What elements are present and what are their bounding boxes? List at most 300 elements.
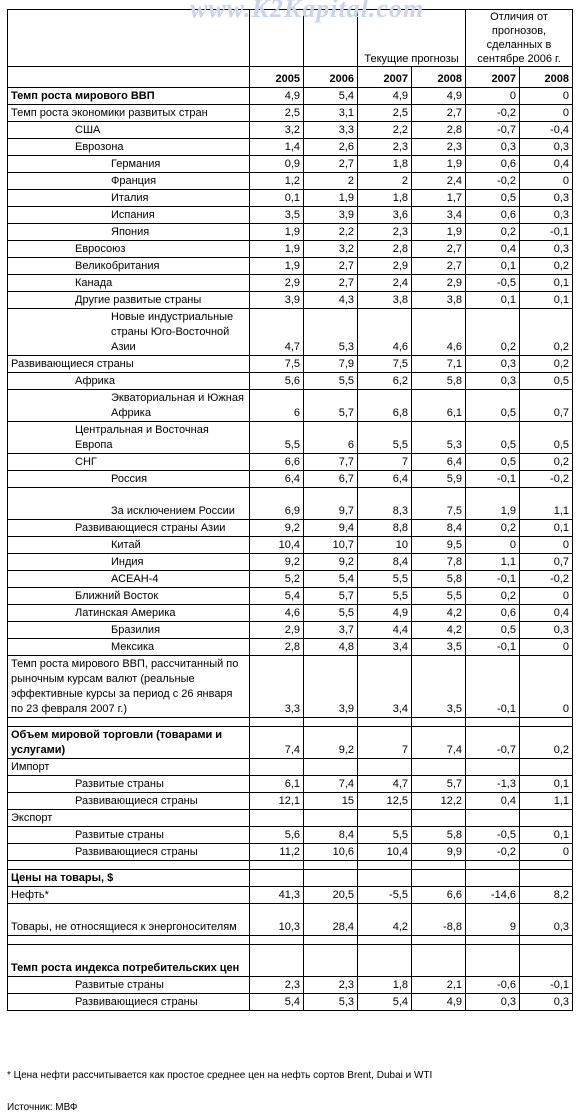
value-cell: 4,6 <box>250 605 304 622</box>
value-cell: 2,4 <box>412 173 466 190</box>
value-cell: 0,3 <box>520 241 573 258</box>
spacer-cell <box>304 718 358 727</box>
value-cell: 2,2 <box>304 224 358 241</box>
value-cell: 2,7 <box>412 105 466 122</box>
value-cell: 4,7 <box>250 309 304 356</box>
spacer-cell <box>358 936 412 945</box>
table-row <box>8 994 573 1011</box>
value-cell: 7,5 <box>358 356 412 373</box>
value-cell <box>304 870 358 887</box>
value-cell: 4,2 <box>358 904 412 936</box>
value-cell: 0 <box>520 173 573 190</box>
value-cell: 4,9 <box>250 88 304 105</box>
value-cell: 6,9 <box>250 488 304 520</box>
value-cell: 0,6 <box>466 156 520 173</box>
value-cell: 1,9 <box>466 488 520 520</box>
value-cell: 3,3 <box>304 122 358 139</box>
value-cell: 1,9 <box>412 156 466 173</box>
value-cell <box>412 810 466 827</box>
value-cell: 6,4 <box>250 471 304 488</box>
row-label: Нефть* <box>8 887 250 904</box>
value-cell: 3,2 <box>250 122 304 139</box>
table-row <box>8 258 573 275</box>
value-cell: -14,6 <box>466 887 520 904</box>
value-cell: 5,5 <box>358 571 412 588</box>
value-cell: 0,2 <box>520 356 573 373</box>
value-cell: 5,9 <box>412 471 466 488</box>
value-cell: 4,9 <box>412 994 466 1011</box>
value-cell: 7,1 <box>412 356 466 373</box>
value-cell: 0,3 <box>466 373 520 390</box>
row-label: Развивающиеся страны <box>8 356 250 373</box>
table-row <box>8 471 573 488</box>
value-cell: 5,5 <box>304 373 358 390</box>
table-row <box>8 656 573 718</box>
value-cell: 2,8 <box>358 241 412 258</box>
spacer-cell <box>466 936 520 945</box>
value-cell: 9,2 <box>250 554 304 571</box>
table-row <box>8 520 573 537</box>
value-cell: 2,9 <box>358 258 412 275</box>
value-cell: 12,5 <box>358 793 412 810</box>
value-cell <box>520 810 573 827</box>
value-cell: 0,2 <box>466 520 520 537</box>
value-cell: 0,3 <box>520 994 573 1011</box>
table-row <box>8 727 573 759</box>
value-cell: -0,6 <box>466 977 520 994</box>
value-cell: 0,1 <box>466 292 520 309</box>
value-cell: 4,9 <box>358 605 412 622</box>
table-row <box>8 554 573 571</box>
table-row <box>8 173 573 190</box>
value-cell: 5,5 <box>412 588 466 605</box>
value-cell: 0,1 <box>250 190 304 207</box>
row-label: Импорт <box>8 759 250 776</box>
value-cell: 7 <box>358 454 412 471</box>
value-cell: 4,2 <box>412 605 466 622</box>
value-cell: 10,4 <box>250 537 304 554</box>
value-cell: 6,6 <box>412 887 466 904</box>
row-label: Другие развитые страны <box>8 292 250 309</box>
row-label: Темп роста мирового ВВП <box>8 88 250 105</box>
value-cell: 3,9 <box>304 207 358 224</box>
value-cell: 0,2 <box>520 309 573 356</box>
row-label: Развитые страны <box>8 827 250 844</box>
spacer-cell <box>358 861 412 870</box>
value-cell: 0 <box>520 588 573 605</box>
value-cell: -0,4 <box>520 122 573 139</box>
row-label: Китай <box>8 537 250 554</box>
value-cell: 0,4 <box>520 156 573 173</box>
year-header: 2008 <box>520 67 573 88</box>
value-cell: 3,8 <box>358 292 412 309</box>
value-cell: 5,6 <box>250 827 304 844</box>
value-cell <box>466 759 520 776</box>
value-cell: 0,4 <box>520 605 573 622</box>
spacer-cell <box>250 861 304 870</box>
row-label: Экспорт <box>8 810 250 827</box>
row-label: Темп роста мирового ВВП, рассчитанный по рыночным курсам валют (реальные эффективные курсы за период с 26 января по 23 февраля 2007 г.) <box>8 656 250 718</box>
value-cell: 5,6 <box>250 373 304 390</box>
table-row <box>8 105 573 122</box>
value-cell: 4,2 <box>412 622 466 639</box>
value-cell: 3,8 <box>412 292 466 309</box>
value-cell: 0,3 <box>520 207 573 224</box>
value-cell: -0,1 <box>466 639 520 656</box>
years-row <box>8 67 573 88</box>
value-cell <box>304 945 358 977</box>
value-cell: 1,9 <box>250 224 304 241</box>
value-cell: 0,2 <box>466 224 520 241</box>
value-cell <box>250 870 304 887</box>
value-cell: 0,4 <box>466 241 520 258</box>
table-row <box>8 390 573 422</box>
value-cell: -0,5 <box>466 827 520 844</box>
row-label: Испания <box>8 207 250 224</box>
value-cell: 2,7 <box>304 156 358 173</box>
table-row <box>8 356 573 373</box>
value-cell: 2,3 <box>250 977 304 994</box>
spacer-row <box>8 718 573 727</box>
value-cell <box>358 945 412 977</box>
value-cell <box>250 759 304 776</box>
value-cell: 9 <box>466 904 520 936</box>
value-cell: 1,9 <box>412 224 466 241</box>
value-cell: 0,3 <box>520 139 573 156</box>
spacer-cell <box>412 936 466 945</box>
row-label: Ближний Восток <box>8 588 250 605</box>
value-cell: 0,5 <box>520 422 573 454</box>
row-label: Бразилия <box>8 622 250 639</box>
spacer-cell <box>412 861 466 870</box>
row-label: Развивающиеся страны <box>8 793 250 810</box>
spacer-cell <box>304 936 358 945</box>
table-row <box>8 571 573 588</box>
value-cell: 3,6 <box>358 207 412 224</box>
value-cell: 3,4 <box>358 656 412 718</box>
value-cell: -0,1 <box>520 977 573 994</box>
row-label: Италия <box>8 190 250 207</box>
value-cell: 2,3 <box>358 224 412 241</box>
value-cell: 1,8 <box>358 190 412 207</box>
value-cell <box>304 810 358 827</box>
table-row <box>8 793 573 810</box>
value-cell: 2,2 <box>358 122 412 139</box>
value-cell: -0,1 <box>520 224 573 241</box>
row-label: Мексика <box>8 639 250 656</box>
value-cell: 6 <box>250 390 304 422</box>
value-cell: 0,7 <box>520 554 573 571</box>
value-cell: -1,3 <box>466 776 520 793</box>
value-cell: 0,3 <box>466 994 520 1011</box>
row-label: Цены на товары, $ <box>8 870 250 887</box>
row-label: За исключением России <box>8 488 250 520</box>
value-cell: 6,2 <box>358 373 412 390</box>
row-label: Великобритания <box>8 258 250 275</box>
value-cell: -0,1 <box>466 571 520 588</box>
value-cell: 4,9 <box>412 88 466 105</box>
row-label: Темп роста индекса потребительских цен <box>8 945 250 977</box>
spacer-cell <box>250 936 304 945</box>
value-cell: 5,2 <box>250 571 304 588</box>
value-cell: -0,2 <box>520 571 573 588</box>
value-cell: 20,5 <box>304 887 358 904</box>
value-cell: 0,3 <box>520 904 573 936</box>
value-cell: 2,3 <box>358 139 412 156</box>
value-cell: 3,5 <box>412 656 466 718</box>
value-cell: 1,8 <box>358 156 412 173</box>
value-cell: 8,2 <box>520 887 573 904</box>
value-cell: 10,7 <box>304 537 358 554</box>
value-cell: 9,4 <box>304 520 358 537</box>
value-cell: 4,4 <box>358 622 412 639</box>
year-header: 2007 <box>358 67 412 88</box>
value-cell: 9,5 <box>412 537 466 554</box>
row-label: Россия <box>8 471 250 488</box>
table-row <box>8 639 573 656</box>
table-row <box>8 156 573 173</box>
value-cell: 5,7 <box>304 390 358 422</box>
value-cell: 3,9 <box>250 292 304 309</box>
year-header: 2005 <box>250 67 304 88</box>
table-row <box>8 605 573 622</box>
value-cell: 5,4 <box>304 571 358 588</box>
value-cell: 1,9 <box>250 258 304 275</box>
forecast-table <box>7 9 573 1011</box>
value-cell: -0,5 <box>466 275 520 292</box>
value-cell: 2,1 <box>412 977 466 994</box>
value-cell: 0,9 <box>250 156 304 173</box>
value-cell: 0,1 <box>520 520 573 537</box>
value-cell: 0,1 <box>520 292 573 309</box>
value-cell: 0,3 <box>520 622 573 639</box>
row-label: Япония <box>8 224 250 241</box>
value-cell: 4,9 <box>358 88 412 105</box>
value-cell: 0 <box>520 537 573 554</box>
value-cell: 8,3 <box>358 488 412 520</box>
footnote: * Цена нефти рассчитывается как простое среднее цен на нефть сортов Brent, Dubai и WTI <box>7 1070 433 1081</box>
value-cell: 3,1 <box>304 105 358 122</box>
spacer-row <box>8 936 573 945</box>
value-cell: 2,8 <box>250 639 304 656</box>
table-row <box>8 622 573 639</box>
spacer-row <box>8 861 573 870</box>
value-cell: 2,7 <box>304 258 358 275</box>
header-current-forecasts: Текущие прогнозы <box>358 10 466 67</box>
value-cell: -0,7 <box>466 122 520 139</box>
value-cell: 3,2 <box>304 241 358 258</box>
spacer-cell <box>8 936 250 945</box>
value-cell: 6,8 <box>358 390 412 422</box>
value-cell: 10,6 <box>304 844 358 861</box>
row-label: Товары, не относящиеся к энергоносителям <box>8 904 250 936</box>
value-cell: 12,1 <box>250 793 304 810</box>
value-cell: 7,4 <box>412 727 466 759</box>
spacer-cell <box>8 861 250 870</box>
table-row <box>8 844 573 861</box>
table-row <box>8 977 573 994</box>
value-cell: 7,7 <box>304 454 358 471</box>
value-cell: 1,8 <box>358 977 412 994</box>
table-row <box>8 759 573 776</box>
value-cell <box>250 810 304 827</box>
value-cell: 7,8 <box>412 554 466 571</box>
value-cell: 0,7 <box>520 390 573 422</box>
table-row <box>8 945 573 977</box>
value-cell <box>466 945 520 977</box>
value-cell: 41,3 <box>250 887 304 904</box>
value-cell: 4,3 <box>304 292 358 309</box>
table-row <box>8 190 573 207</box>
value-cell: 3,7 <box>304 622 358 639</box>
spacer-cell <box>520 718 573 727</box>
value-cell: 0 <box>466 88 520 105</box>
value-cell <box>466 810 520 827</box>
value-cell: 6,1 <box>412 390 466 422</box>
value-cell: -0,2 <box>466 105 520 122</box>
spacer-cell <box>520 936 573 945</box>
value-cell: 15 <box>304 793 358 810</box>
value-cell: 0 <box>520 88 573 105</box>
value-cell: 4,7 <box>358 776 412 793</box>
value-cell: 10,4 <box>358 844 412 861</box>
table-row <box>8 870 573 887</box>
table-row <box>8 422 573 454</box>
row-label: Развивающиеся страны <box>8 994 250 1011</box>
value-cell: 2,7 <box>412 241 466 258</box>
spacer-cell <box>520 861 573 870</box>
value-cell: 9,2 <box>304 554 358 571</box>
table-row <box>8 537 573 554</box>
value-cell: 3,4 <box>358 639 412 656</box>
value-cell: 0,2 <box>466 588 520 605</box>
row-label: Развивающиеся страны <box>8 844 250 861</box>
value-cell: 1,2 <box>250 173 304 190</box>
value-cell: 2,3 <box>304 977 358 994</box>
value-cell: 0,1 <box>466 258 520 275</box>
value-cell: 4,6 <box>358 309 412 356</box>
row-label: Франция <box>8 173 250 190</box>
value-cell: 0,2 <box>520 258 573 275</box>
value-cell: 0,4 <box>466 793 520 810</box>
value-cell: 0,5 <box>466 190 520 207</box>
value-cell: 0,1 <box>520 275 573 292</box>
years-blank-cell <box>8 67 250 88</box>
value-cell: 0 <box>466 537 520 554</box>
value-cell <box>358 870 412 887</box>
value-cell: 6,4 <box>358 471 412 488</box>
table-row <box>8 139 573 156</box>
value-cell: -0,2 <box>520 471 573 488</box>
value-cell: 0,1 <box>520 776 573 793</box>
value-cell: 2,8 <box>412 122 466 139</box>
value-cell: 0,6 <box>466 605 520 622</box>
value-cell: 2,6 <box>304 139 358 156</box>
value-cell: 0,5 <box>466 622 520 639</box>
value-cell: 5,7 <box>412 776 466 793</box>
value-cell: 0,1 <box>520 827 573 844</box>
value-cell: 5,5 <box>358 827 412 844</box>
value-cell: 2,9 <box>250 275 304 292</box>
row-label: АСЕАН-4 <box>8 571 250 588</box>
row-label: Темп роста экономики развитых стран <box>8 105 250 122</box>
value-cell: 8,4 <box>304 827 358 844</box>
row-label: Развитые страны <box>8 776 250 793</box>
value-cell: 1,1 <box>520 488 573 520</box>
row-label: Новые индустриальные страны Юго-Восточной Азии <box>8 309 250 356</box>
row-label: США <box>8 122 250 139</box>
row-label: Еврозона <box>8 139 250 156</box>
value-cell: 0 <box>520 656 573 718</box>
row-label: Германия <box>8 156 250 173</box>
value-cell: 0,5 <box>466 454 520 471</box>
value-cell: 5,3 <box>304 309 358 356</box>
value-cell: 5,5 <box>358 588 412 605</box>
value-cell <box>412 759 466 776</box>
value-cell: -8,8 <box>412 904 466 936</box>
table-row <box>8 588 573 605</box>
value-cell: 8,4 <box>358 554 412 571</box>
year-header: 2006 <box>304 67 358 88</box>
value-cell: 1,1 <box>466 554 520 571</box>
row-label: Объем мировой торговли (товарами и услугами) <box>8 727 250 759</box>
table-row <box>8 827 573 844</box>
value-cell: 4,6 <box>412 309 466 356</box>
value-cell: 5,5 <box>250 422 304 454</box>
table-row <box>8 88 573 105</box>
value-cell: 7,5 <box>412 488 466 520</box>
row-label: Индия <box>8 554 250 571</box>
value-cell: 6,1 <box>250 776 304 793</box>
value-cell: 2,7 <box>304 275 358 292</box>
value-cell <box>358 759 412 776</box>
value-cell: 0,6 <box>466 207 520 224</box>
table-row <box>8 275 573 292</box>
value-cell: -0,2 <box>466 173 520 190</box>
row-label: Евросоюз <box>8 241 250 258</box>
value-cell: 3,9 <box>304 656 358 718</box>
value-cell: 12,2 <box>412 793 466 810</box>
value-cell: 5,8 <box>412 571 466 588</box>
value-cell: 5,4 <box>250 588 304 605</box>
row-label: Африка <box>8 373 250 390</box>
value-cell <box>520 759 573 776</box>
table-row <box>8 454 573 471</box>
value-cell: 5,8 <box>412 827 466 844</box>
value-cell: 11,2 <box>250 844 304 861</box>
spacer-cell <box>466 861 520 870</box>
value-cell <box>358 810 412 827</box>
table-row <box>8 122 573 139</box>
value-cell <box>412 945 466 977</box>
row-label: Развитые страны <box>8 977 250 994</box>
table-row <box>8 887 573 904</box>
year-header: 2007 <box>466 67 520 88</box>
value-cell: 0,3 <box>520 190 573 207</box>
value-cell: 5,3 <box>304 994 358 1011</box>
value-cell: 0,5 <box>466 422 520 454</box>
value-cell: 1,9 <box>304 190 358 207</box>
value-cell: 9,2 <box>304 727 358 759</box>
value-cell: -0,1 <box>466 471 520 488</box>
value-cell: -0,1 <box>466 656 520 718</box>
value-cell: 28,4 <box>304 904 358 936</box>
value-cell: 0 <box>520 844 573 861</box>
value-cell: 2,9 <box>412 275 466 292</box>
table-row <box>8 309 573 356</box>
value-cell: 4,8 <box>304 639 358 656</box>
value-cell: 10,3 <box>250 904 304 936</box>
